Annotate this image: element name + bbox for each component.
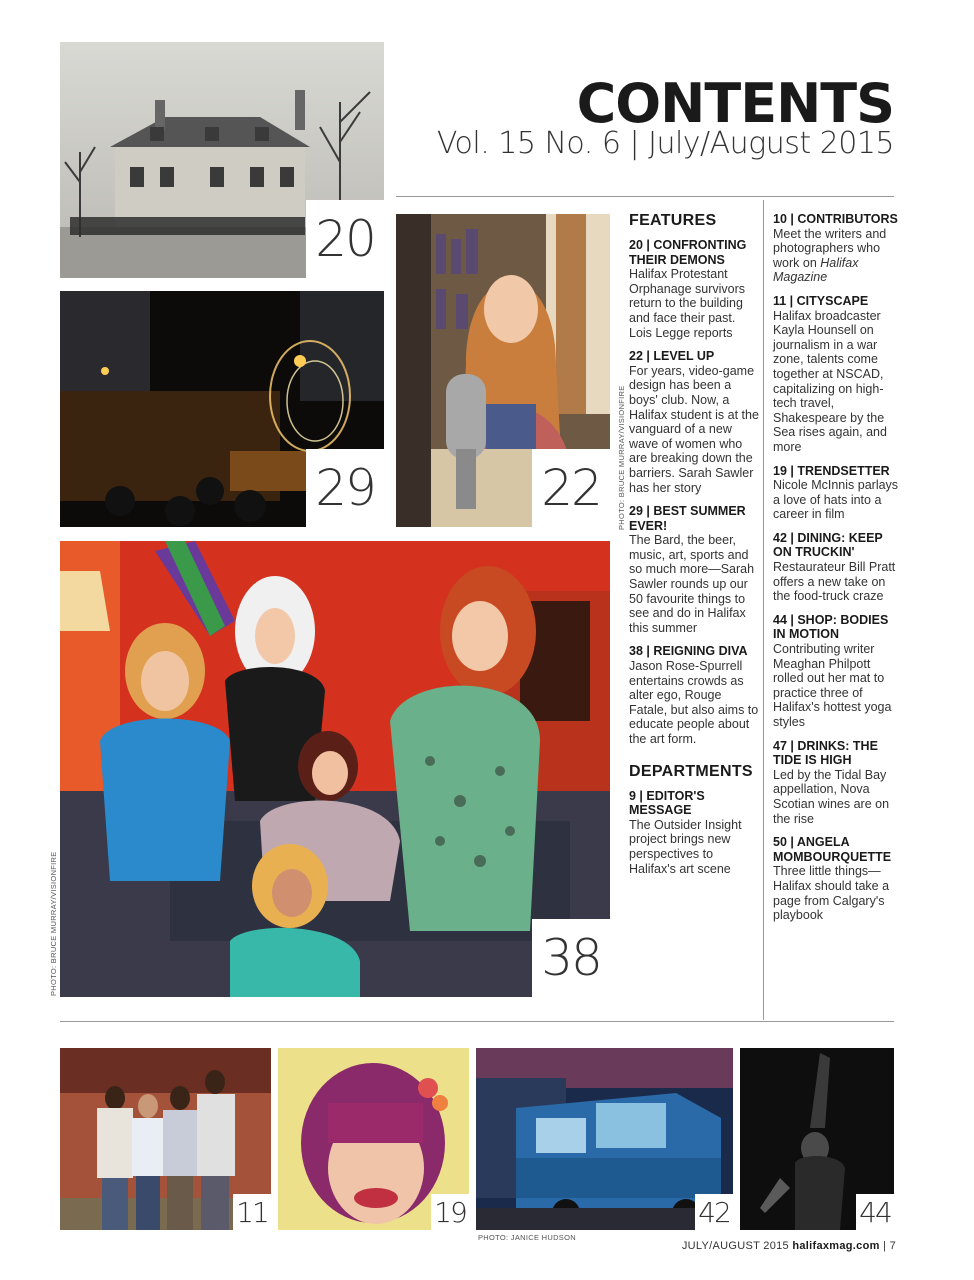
department-entry[interactable] xyxy=(629,789,759,877)
header-rule xyxy=(396,196,894,197)
group-photo xyxy=(60,1048,271,1230)
feature-entry[interactable] xyxy=(629,504,759,635)
feature-title: 29 | BEST SUMMER EVER! xyxy=(629,504,746,533)
department-title: 10 | CONTRIBUTORS xyxy=(773,212,898,226)
department-title: 9 | EDITOR'S MESSAGE xyxy=(629,788,705,818)
issue-info: Vol. 15 No. 6 | July/August 2015 xyxy=(436,126,894,161)
department-title: 44 | SHOP: BODIES IN MOTION xyxy=(773,612,889,642)
food-truck-photo xyxy=(476,1048,733,1230)
feature-desc: Jason Rose-Spurrell entertains crowds as alter ego, Rouge Fatale, but also aims to educate people about the art form. xyxy=(629,659,759,746)
department-desc: Halifax broadcaster Kayla Hounsell on journalism in a war zone, talents come together at NSCAD, capitalizing on high-tech travel, Shakespeare by the Sea rises again, and more xyxy=(773,308,887,454)
department-desc: Three little things—Halifax should take a page from Calgary's playbook xyxy=(773,864,890,923)
department-entry[interactable] xyxy=(773,294,899,455)
department-desc: Meet the writers and photographers who work on xyxy=(773,226,887,270)
page-number-20: 20 xyxy=(306,200,384,278)
departments-heading: DEPARTMENTS xyxy=(629,762,753,780)
page-number-22: 22 xyxy=(532,449,610,527)
department-entry[interactable] xyxy=(773,835,899,923)
page-number-29: 29 xyxy=(306,449,384,527)
orphanage-photo xyxy=(60,42,384,278)
page-title: CONTENTS xyxy=(576,72,894,135)
footer-separator: | xyxy=(883,1240,887,1252)
department-desc: Led by the Tidal Bay appellation, Nova Scotian wines are on the rise xyxy=(773,767,890,826)
department-desc: Restaurateur Bill Pratt offers a new take on the food-truck craze xyxy=(773,560,896,604)
department-entry[interactable] xyxy=(773,212,899,285)
department-desc: Contributing writer Meaghan Philpott rolled out her mat to practice three of Halifax's hottest yoga styles xyxy=(773,642,892,729)
feature-title: 20 | CONFRONTING THEIR DEMONS xyxy=(629,238,747,267)
student-photo xyxy=(396,214,610,527)
department-entry[interactable] xyxy=(773,613,899,730)
night-event-photo xyxy=(60,291,384,527)
feature-desc: The Bard, the beer, music, art, sports and so much more—Sarah Sawler rounds up our 50 favourite things to see and do in Halifax this summer xyxy=(629,533,755,635)
page-footer xyxy=(682,1240,896,1252)
page-number-42: 42 xyxy=(695,1194,733,1230)
bottom-rule xyxy=(60,1021,894,1022)
yoga-photo xyxy=(740,1048,894,1230)
feature-title: 38 | REIGNING DIVA xyxy=(629,644,748,659)
page-number-19: 19 xyxy=(431,1194,469,1230)
feature-entry[interactable] xyxy=(629,644,759,746)
footer-site[interactable]: halifaxmag.com xyxy=(792,1240,880,1252)
hat-woman-photo xyxy=(278,1048,469,1230)
page-number-11: 11 xyxy=(233,1194,271,1230)
department-desc: Nicole McInnis parlays a love of hats into a career in film xyxy=(773,478,899,522)
department-entry[interactable] xyxy=(773,464,899,522)
features-column xyxy=(629,212,759,885)
photo-credit-student: PHOTO: BRUCE MURRAY/VISIONFIRE xyxy=(617,385,626,530)
feature-desc: For years, video-game design has been a boys' club. Now, a Halifax student is at the vanguard of a new wave of women who are breaking down the barriers. Sarah Sawler has her story xyxy=(629,363,759,495)
department-desc: The Outsider Insight project brings new perspectives to Halifax's art scene xyxy=(629,817,742,876)
departments-right-column xyxy=(773,212,899,932)
drag-queens-photo xyxy=(60,541,610,997)
department-title: 11 | CITYSCAPE xyxy=(773,293,869,308)
feature-entry[interactable] xyxy=(629,349,759,495)
page-number-38: 38 xyxy=(532,919,610,997)
department-title: 42 | DINING: KEEP ON TRUCKIN' xyxy=(773,530,883,560)
column-divider xyxy=(763,200,764,1020)
department-desc-italic: Halifax Magazine xyxy=(773,255,859,285)
footer-page-number: 7 xyxy=(889,1240,896,1252)
department-title: 50 | ANGELA MOMBOURQUETTE xyxy=(773,835,892,864)
feature-entry[interactable] xyxy=(629,238,759,340)
department-entry[interactable] xyxy=(773,739,899,827)
department-title: 47 | DRINKS: THE TIDE IS HIGH xyxy=(773,738,878,768)
feature-title: 22 | LEVEL UP xyxy=(629,349,715,364)
page-number-44: 44 xyxy=(856,1194,894,1230)
features-heading: FEATURES xyxy=(629,212,717,229)
photo-credit-drag: PHOTO: BRUCE MURRAY/VISIONFIRE xyxy=(49,851,58,996)
photo-credit-food-truck: PHOTO: JANICE HUDSON xyxy=(478,1233,576,1242)
feature-desc: Halifax Protestant Orphanage survivors return to the building and face their past. Lois Legge reports xyxy=(629,267,746,340)
department-title: 19 | TRENDSETTER xyxy=(773,463,890,478)
footer-date: JULY/AUGUST 2015 xyxy=(681,1240,789,1252)
department-entry[interactable] xyxy=(773,531,899,604)
